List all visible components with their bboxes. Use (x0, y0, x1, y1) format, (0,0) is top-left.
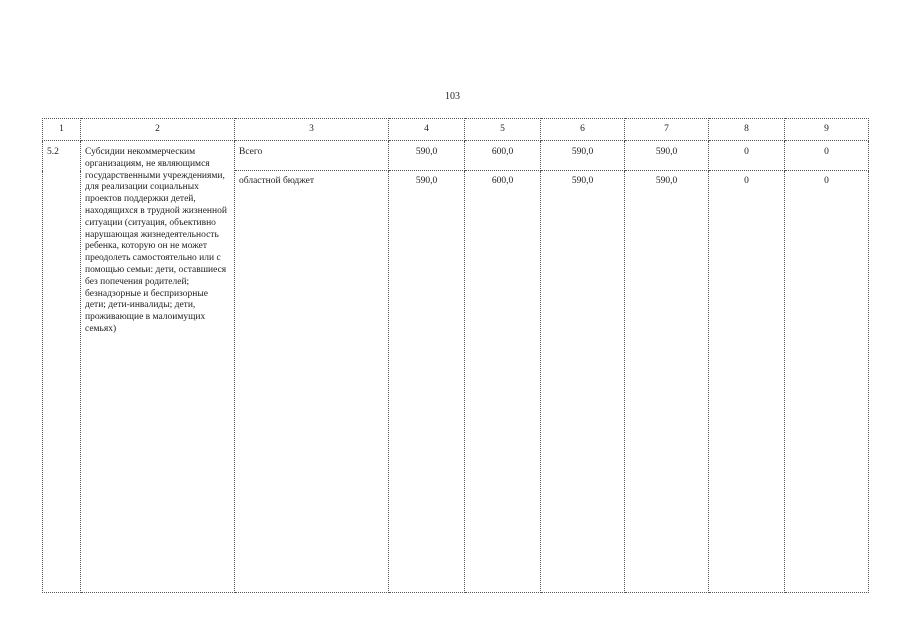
budget-table (42, 118, 869, 593)
header-cell: 8 (709, 119, 785, 141)
page-number: 103 (445, 91, 460, 102)
header-cell: 7 (625, 119, 709, 141)
row-description: Субсидии некоммерческим организациям, не являющимся государственными учреждениями, для реализации социальных проектов поддержки детей, находящихся в трудной жизненной ситуации (ситуация, объективно нарушающая жизнедеятельность ребенка, которую он не может преодолеть самостоятельно или с помощью семьи: дети, оставшиеся без попечения родителей; безнадзорные и беспризорные дети; дети-инвалиды; дети, проживающие в малоимущих семьях) (81, 141, 235, 593)
header-cell: 4 (389, 119, 465, 141)
row-id: 5.2 (43, 141, 81, 593)
value-cell: 590,0 (625, 141, 709, 171)
header-cell: 5 (465, 119, 541, 141)
value-cell: 600,0 (465, 141, 541, 171)
value-cell: 0 (709, 171, 785, 593)
funding-source: областной бюджет (235, 171, 389, 593)
header-cell: 6 (541, 119, 625, 141)
value-cell: 590,0 (389, 141, 465, 171)
value-cell: 0 (785, 171, 869, 593)
funding-source: Всего (235, 141, 389, 171)
value-cell: 590,0 (541, 171, 625, 593)
value-cell: 600,0 (465, 171, 541, 593)
header-cell: 9 (785, 119, 869, 141)
value-cell: 0 (785, 141, 869, 171)
value-cell: 590,0 (389, 171, 465, 593)
header-cell: 2 (81, 119, 235, 141)
value-cell: 590,0 (625, 171, 709, 593)
value-cell: 0 (709, 141, 785, 171)
header-cell: 3 (235, 119, 389, 141)
value-cell: 590,0 (541, 141, 625, 171)
table-row-total (43, 141, 869, 171)
header-row (43, 119, 869, 141)
header-cell: 1 (43, 119, 81, 141)
